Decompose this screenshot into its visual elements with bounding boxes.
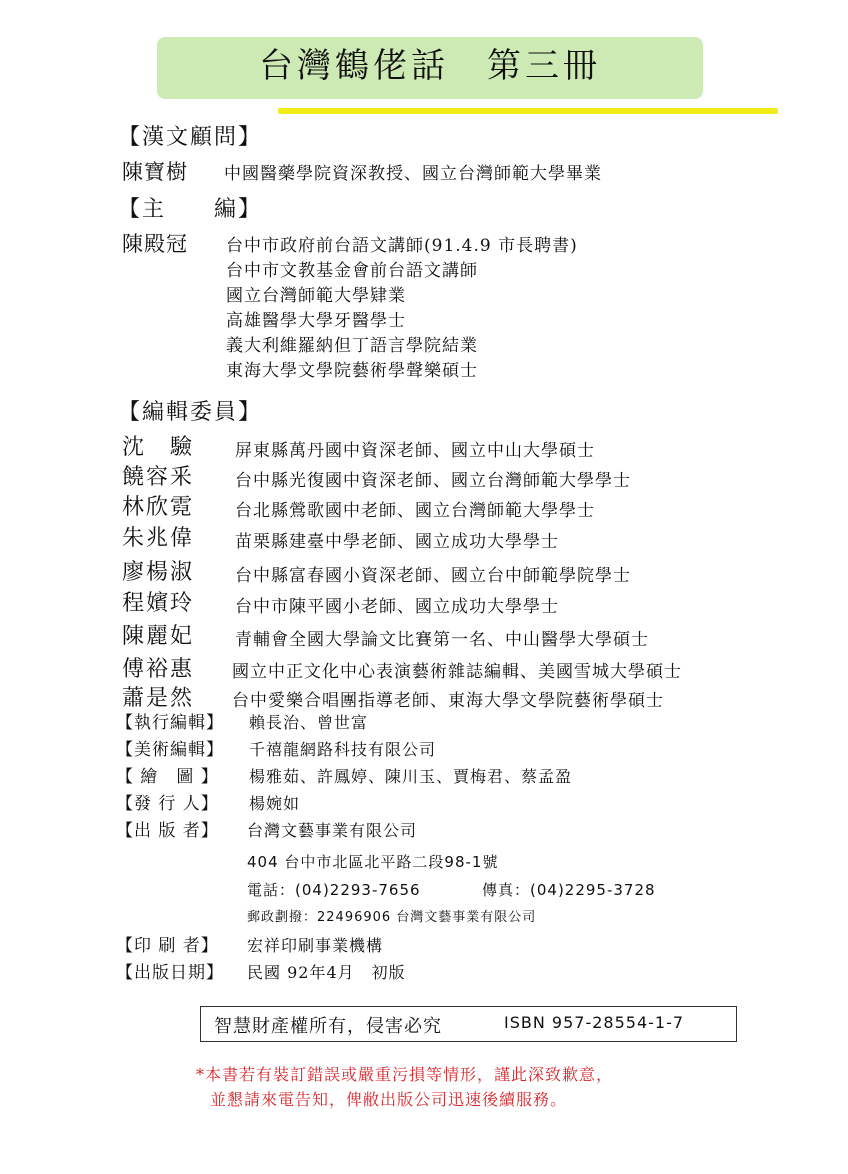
member-desc: 台中縣光復國中資深老師、國立台灣師範大學學士 [235, 471, 631, 491]
member-name: 陳麗妃 [122, 624, 195, 649]
credit-label: 【發 行 人】 [116, 794, 219, 814]
member-name: 沈 驗 [122, 435, 195, 460]
credit-value: 楊雅茹、許鳳婷、陳川玉、賈梅君、蔡孟盈 [249, 767, 573, 786]
editor-label: 【主 編】 [118, 197, 263, 222]
credit-label: 【出版日期】 [116, 963, 224, 983]
credit-label: 【出 版 者】 [116, 821, 219, 841]
editor-line: 義大利維羅納但丁語言學院結業 [226, 336, 478, 356]
member-name: 蕭是然 [122, 686, 195, 711]
member-desc: 台北縣鶯歌國中老師、國立台灣師範大學學士 [235, 501, 595, 521]
advisor-label: 【漢文顧問】 [118, 125, 263, 150]
editor-line: 台中市政府前台語文講師(91.4.9 市長聘書) [226, 236, 578, 256]
credit-value: 宏祥印刷事業機構 [247, 936, 384, 955]
publisher-address: 404 台中市北區北平路二段98-1號 [247, 853, 499, 871]
credit-value: 千禧龍網路科技有限公司 [249, 740, 437, 759]
credit-value: 台灣文藝事業有限公司 [247, 821, 418, 840]
title-underline [278, 108, 778, 114]
publisher-postal: 郵政劃撥：22496906 台灣文藝事業有限公司 [247, 910, 537, 925]
notice-line: 並懇請來電告知，俾敝出版公司迅速後續服務。 [210, 1090, 568, 1109]
member-desc: 國立中正文化中心表演藝術雜誌編輯、美國雪城大學碩士 [232, 662, 682, 682]
member-desc: 台中縣富春國小資深老師、國立台中師範學院學士 [235, 566, 631, 586]
credit-label: 【執行編輯】 [116, 713, 224, 733]
credit-value: 賴長治、曾世富 [249, 713, 369, 732]
member-desc: 台中市陳平國小老師、國立成功大學學士 [235, 597, 559, 617]
isbn-text: ISBN 957-28554-1-7 [504, 1013, 685, 1032]
member-desc: 苗栗縣建臺中學老師、國立成功大學學士 [235, 532, 559, 552]
publisher-fax: 傳真：(04)2295-3728 [482, 881, 656, 899]
advisor-desc: 中國醫藥學院資深教授、國立台灣師範大學畢業 [224, 164, 602, 184]
credit-label: 【印 刷 者】 [116, 936, 219, 956]
member-name: 林欣霓 [122, 495, 195, 520]
member-name: 饒容釆 [122, 465, 195, 490]
book-title: 台灣鶴佬話 第三冊 [259, 46, 601, 86]
publisher-phone: 電話：(04)2293-7656 [247, 881, 421, 899]
credit-value: 民國 92年4月 初版 [247, 963, 406, 982]
editor-line: 國立台灣師範大學肄業 [226, 286, 406, 306]
editor-line: 東海大學文學院藝術學聲樂碩士 [226, 361, 478, 381]
editor-line: 高雄醫學大學牙醫學士 [226, 311, 406, 331]
member-name: 朱兆偉 [122, 526, 195, 551]
member-desc: 台中愛樂合唱團指導老師、東海大學文學院藝術學碩士 [232, 691, 664, 711]
member-desc: 青輔會全國大學論文比賽第一名、中山醫學大學碩士 [235, 630, 649, 650]
editor-name: 陳殿冠 [122, 232, 188, 256]
credit-label: 【 繪 圖 】 [116, 767, 219, 787]
advisor-name: 陳寶樹 [122, 160, 188, 184]
credit-value: 楊婉如 [249, 794, 301, 813]
editor-line: 台中市文教基金會前台語文講師 [226, 261, 478, 281]
member-desc: 屏東縣萬丹國中資深老師、國立中山大學碩士 [235, 441, 595, 461]
credit-label: 【美術編輯】 [116, 740, 224, 760]
copyright-text: 智慧財產權所有，侵害必究 [214, 1016, 442, 1037]
member-name: 程嬪玲 [122, 591, 195, 616]
committee-label: 【編輯委員】 [118, 400, 263, 425]
member-name: 傅裕惠 [122, 657, 195, 682]
notice-line: *本書若有裝訂錯誤或嚴重污損等情形，謹此深致歉意， [196, 1065, 614, 1084]
member-name: 廖楊淑 [122, 560, 195, 585]
